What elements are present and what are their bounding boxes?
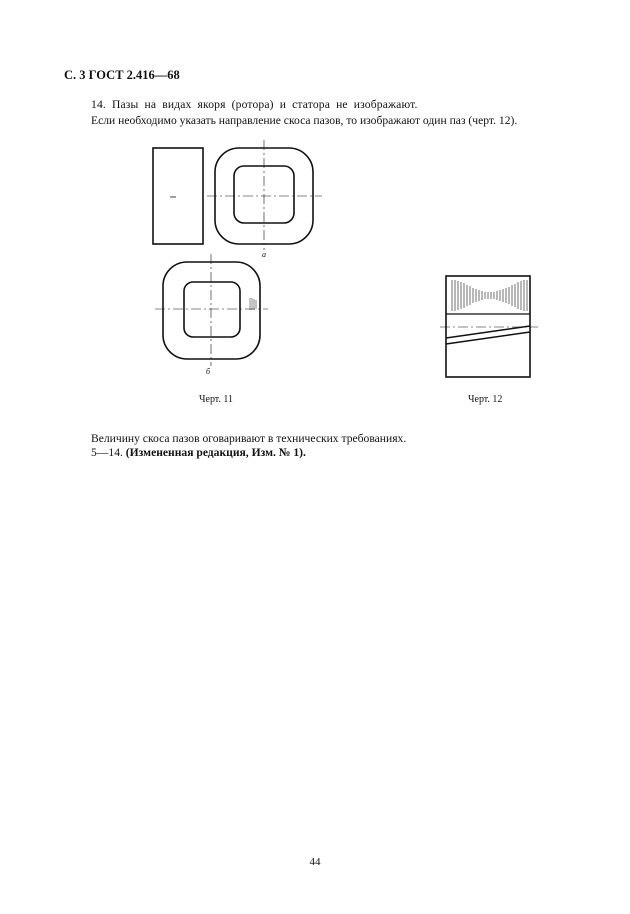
- item-14-line-1: 14. Пазы на видах якоря (ротора) и статора не изображают.: [91, 98, 418, 111]
- skew-note: Величину скоса пазов оговаривают в технических требованиях.: [91, 432, 407, 445]
- fig11-caption: Черт. 11: [199, 394, 234, 405]
- view-b-label: б: [206, 367, 211, 376]
- fig11-view-b: [155, 254, 268, 366]
- fig12-caption: Черт. 12: [468, 394, 503, 405]
- amendment-note: [91, 446, 306, 459]
- page-number: 44: [309, 856, 321, 868]
- item-14-line-2: Если необходимо указать направление скоса пазов, то изображают один паз (черт. 12).: [91, 114, 518, 127]
- view-a-label: а: [262, 250, 266, 259]
- fig11-view-a: [207, 140, 322, 250]
- fig12-rotor-skew: [440, 276, 538, 377]
- fig11-side-view: [153, 148, 203, 244]
- page-header: С. 3 ГОСТ 2.416—68: [64, 68, 180, 82]
- amendment-ref: 5—14.: [91, 446, 123, 459]
- amendment-text: (Измененная редакция, Изм. № 1).: [125, 446, 306, 459]
